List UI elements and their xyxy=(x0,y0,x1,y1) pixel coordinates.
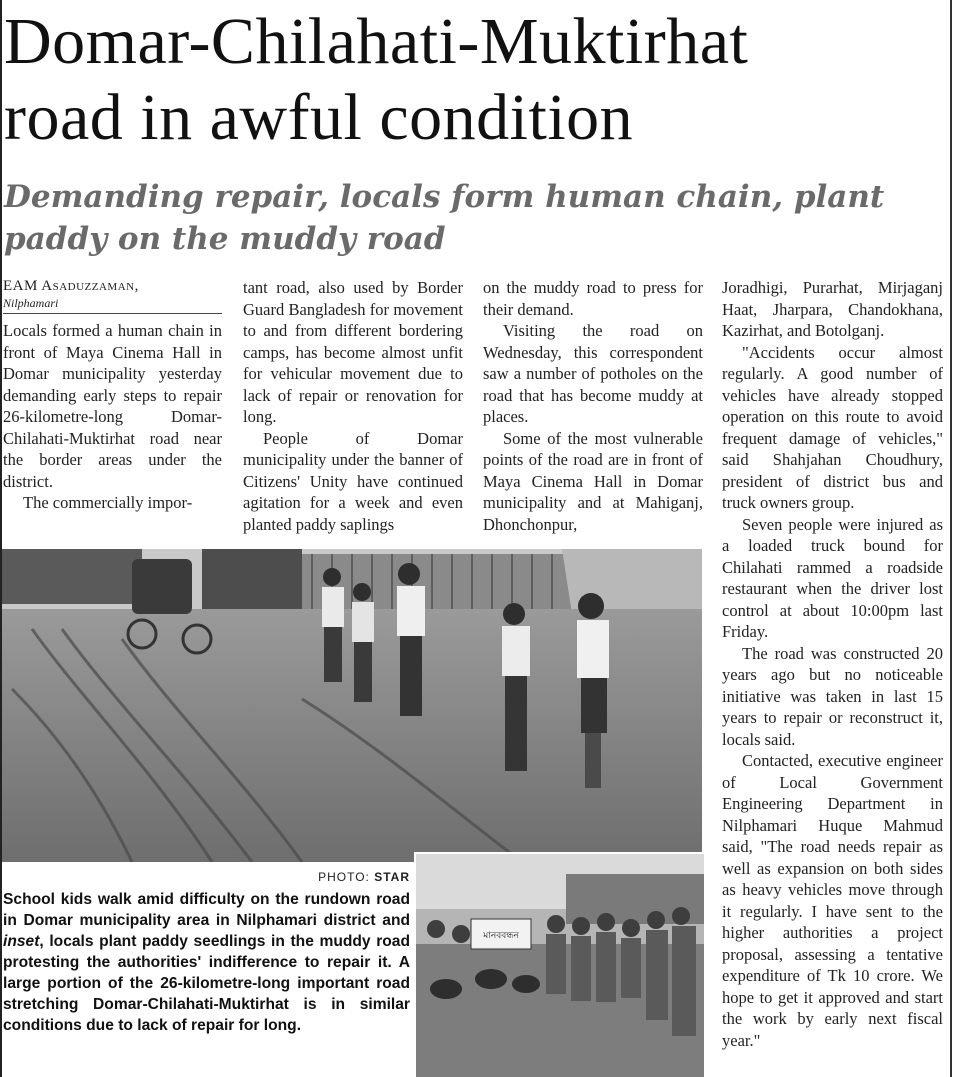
subheadline-line-1: Demanding repair, locals form human chain, plant xyxy=(4,179,885,215)
left-border-rule xyxy=(0,0,2,1077)
photo-credit-source: STAR xyxy=(374,870,410,884)
main-photo-illustration xyxy=(2,549,702,862)
subheadline-line-2: paddy on the muddy road xyxy=(4,221,446,257)
inset-photo-illustration xyxy=(416,854,704,1077)
paragraph: Joradhigi, Purarhat, Mirjaganj Haat, Jharpara, Chandokhana, Kazirhat, and Botolganj. xyxy=(722,278,943,340)
photo-caption xyxy=(3,889,410,1036)
caption-inset-word: inset xyxy=(3,933,40,950)
article-column-3 xyxy=(483,277,703,535)
caption-part-2: , locals plant paddy seedlings in the muddy road protesting the authorities' indifference to repair it. A large portion of the 26-kilometre-long important road stretching Domar-Chilahati-Muktirhat is in similar conditions due to lack of repair for long. xyxy=(3,933,410,1034)
article-column-1 xyxy=(3,277,222,514)
paragraph: tant road, also used by Border Guard Bangladesh for movement to and from different bordering camps, has become almost unfit for vehicular movement due to lack of repair or renovation for long. xyxy=(243,278,463,426)
photo-credit xyxy=(250,870,410,884)
caption-part-1: School kids walk amid difficulty on the rundown road in Domar municipality area in Nilphamari district and xyxy=(3,891,410,929)
paragraph: The road was constructed 20 years ago but no noticeable initiative was taken in last 15 years to repair or reconstruct it, locals said. xyxy=(722,643,943,749)
paragraph: Some of the most vulnerable points of the road are in front of Maya Cinema Hall in Domar municipality and at Mahiganj, Dhonchonpur, xyxy=(483,428,703,534)
subheadline xyxy=(4,176,904,260)
paragraph: Seven people were injured as a loaded truck bound for Chilahati rammed a roadside restaurant when the driver lost control at about 10:00pm last Friday. xyxy=(722,514,943,641)
headline-line-1: Domar-Chilahati-Muktirhat xyxy=(4,5,749,78)
paragraph: Locals formed a human chain in front of Maya Cinema Hall in Domar municipality yesterday demanding early steps to repair 26-kilometre-long Domar-Chilahati-Muktirhat road near the border areas under the district. xyxy=(3,321,222,491)
protest-banner-text: মানববন্ধন xyxy=(483,931,519,941)
paragraph: Contacted, executive engineer of Local Government Engineering Department in Nilphamari Huque Mahmud said, "The road needs repair as well as expansion on both sides as heavy vehicles move through it regularly. I have sent to the higher authorities a project proposal, assessing a tentative expenditure of Tk 10 crore. We hope to get it approved and start the work by early next fiscal year." xyxy=(722,751,943,1050)
paragraph: People of Domar municipality under the banner of Citizens' Unity have continued agitation for a week and even planted paddy saplings xyxy=(243,428,463,534)
headline-line-2: road in awful condition xyxy=(4,81,634,154)
article-column-2 xyxy=(243,277,463,535)
inset-photo-paddy-planting xyxy=(414,852,704,1077)
right-border-rule xyxy=(950,0,952,1077)
paragraph: The commercially impor- xyxy=(23,493,193,512)
paragraph: on the muddy road to press for their demand. xyxy=(483,278,703,319)
paragraph: Visiting the road on Wednesday, this correspondent saw a number of potholes on the road that has become muddy at places. xyxy=(483,321,703,426)
byline-name: EAM Asaduzzaman, xyxy=(3,278,139,294)
byline-location: Nilphamari xyxy=(3,295,222,314)
article-column-4 xyxy=(722,277,943,1075)
paragraph: "Accidents occur almost regularly. A good number of vehicles have already stopped operation on this route to avoid frequent damage of vehicles," said Shahjahan Choudhury, president of district bus and truck owners group. xyxy=(722,342,943,512)
main-photo-school-kids xyxy=(2,549,702,862)
photo-credit-prefix: PHOTO: xyxy=(318,870,375,884)
headline xyxy=(4,4,949,156)
